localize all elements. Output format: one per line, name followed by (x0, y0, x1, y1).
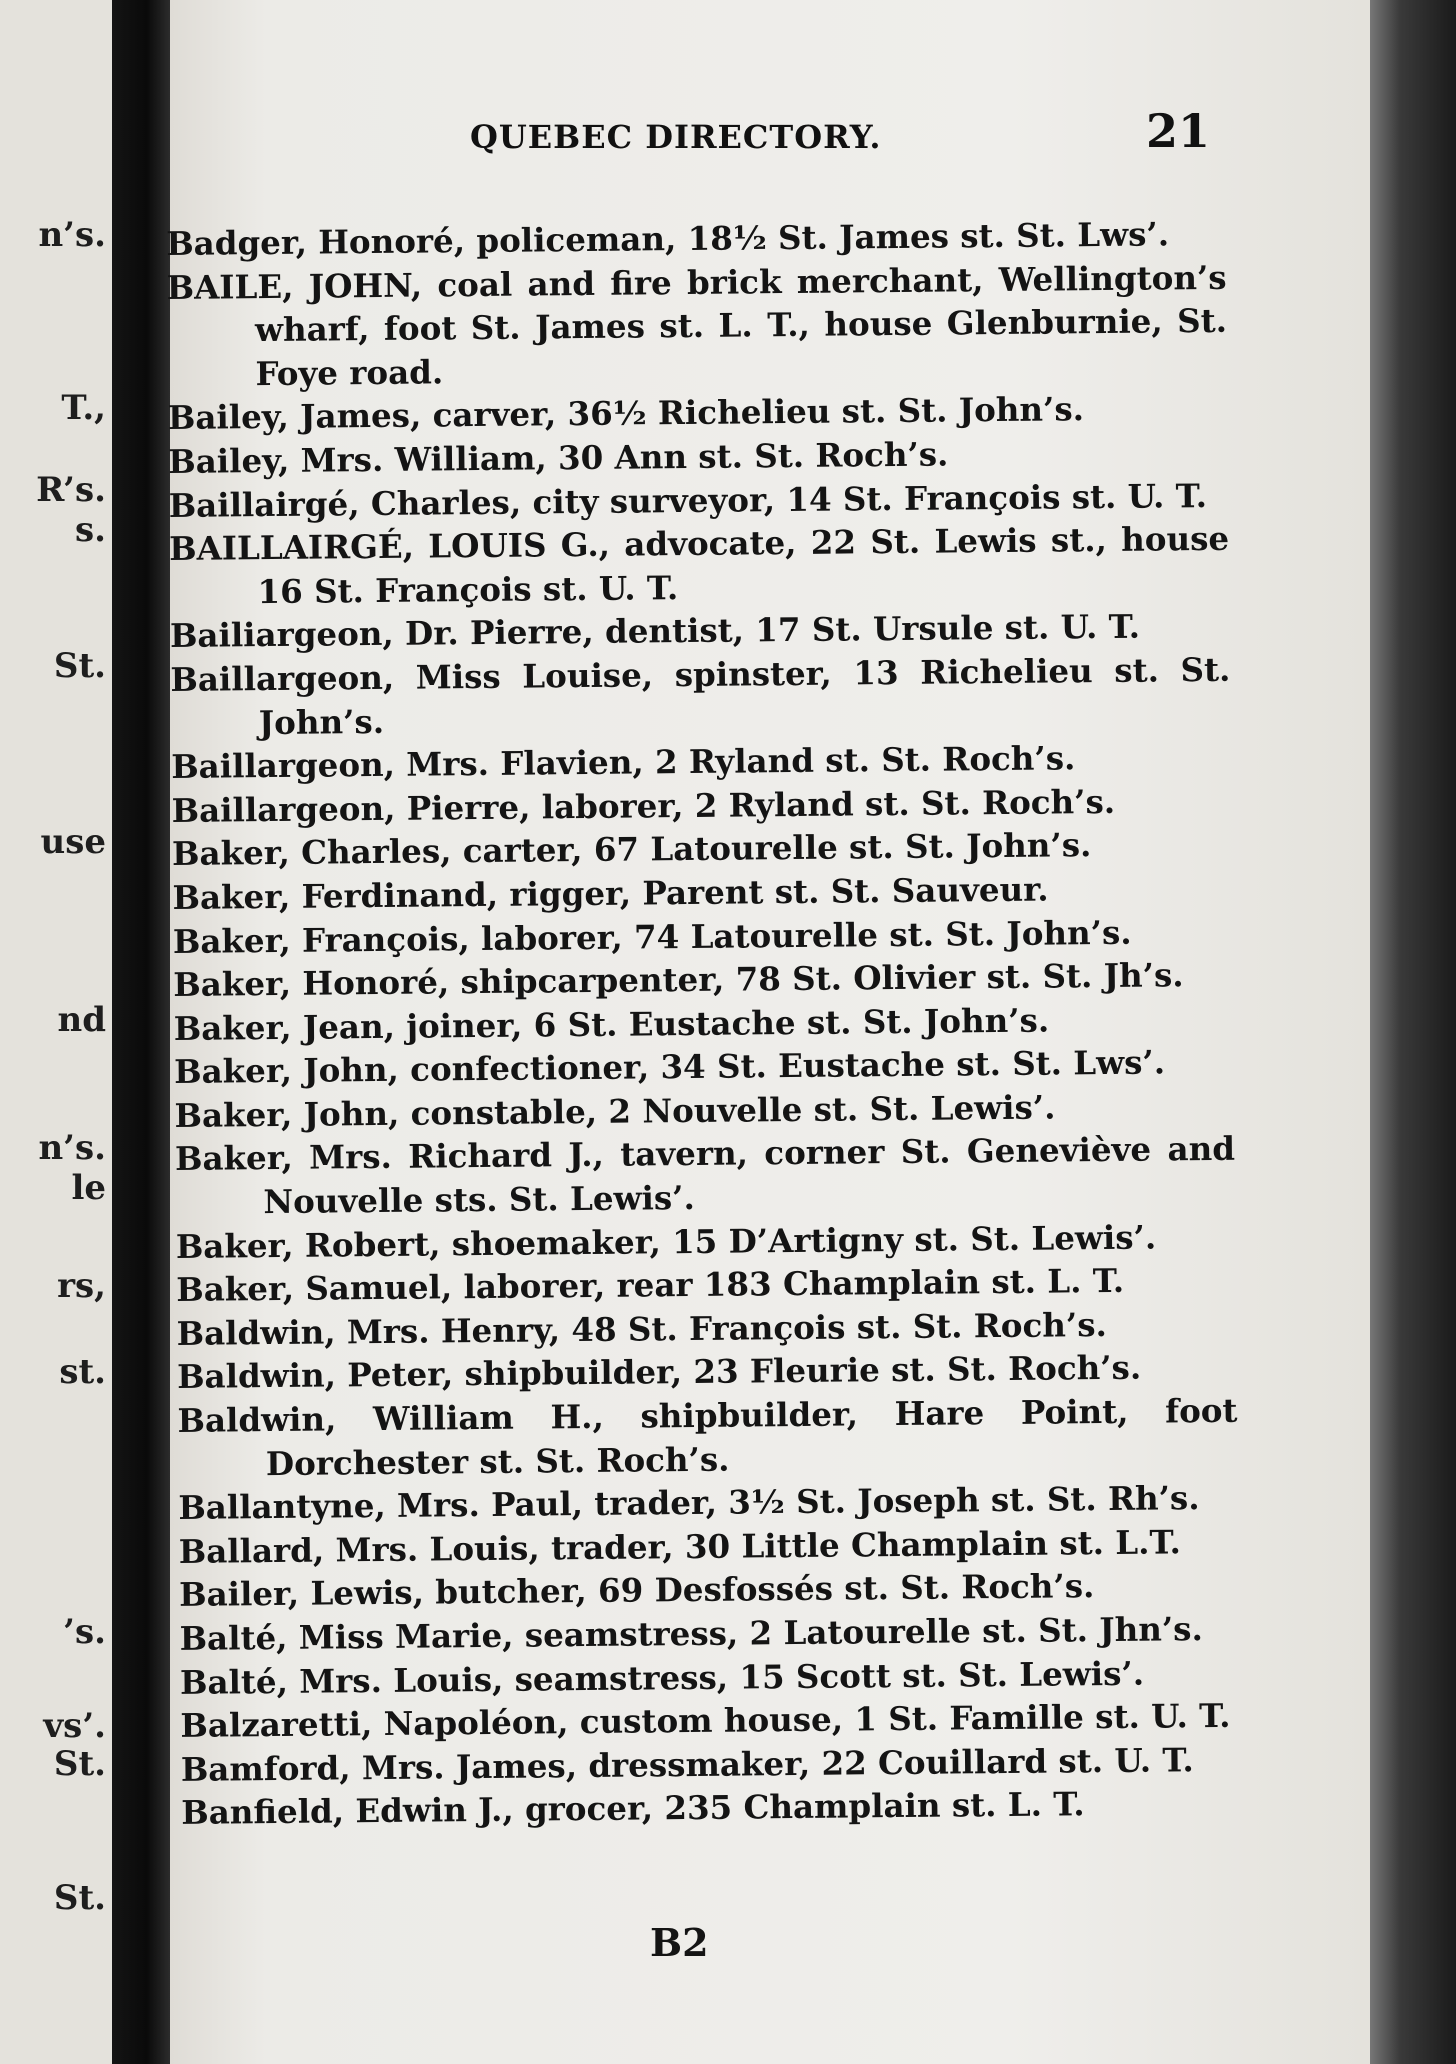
facing-page-fragment: st. (59, 1352, 106, 1392)
directory-entry: Ballantyne, Mrs. Paul, trader, 3½ St. Joseph st. St. Rh’s. (178, 1478, 1200, 1528)
facing-page-fragment: T., (61, 388, 106, 428)
directory-entry: Baker, Robert, shoemaker, 15 D’Artigny st. St. Lewis’. (175, 1217, 1157, 1266)
directory-entry: BAILLAIRGÉ, LOUIS G., advocate, 22 St. Lewis st., house 16 St. François st. U. T. (168, 518, 1230, 611)
facing-page-fragment: vs’. (43, 1706, 106, 1746)
directory-entry: Baldwin, William H., shipbuilder, Hare Point, foot Dorchester st. St. Roch’s. (177, 1390, 1238, 1483)
directory-entry: Baker, Jean, joiner, 6 St. Eustache st. St. John’s. (173, 1000, 1050, 1048)
facing-page-fragment: s. (75, 510, 106, 550)
facing-page-fragment: R’s. (36, 470, 106, 510)
running-header-title: QUEBEC DIRECTORY. (470, 118, 882, 156)
directory-entry: Balté, Miss Marie, seamstress, 2 Latourelle st. St. Jhn’s. (179, 1609, 1203, 1658)
directory-entry: Baillargeon, Pierre, laborer, 2 Ryland st. St. Roch’s. (171, 781, 1116, 830)
page-number: 21 (1146, 104, 1211, 158)
facing-page-edge (0, 0, 112, 2064)
facing-page-fragment: rs, (57, 1266, 106, 1306)
directory-entry: Baker, François, laborer, 74 Latourelle st. St. John’s. (172, 912, 1132, 961)
directory-entry: Bamford, Mrs. James, dressmaker, 22 Couillard st. U. T. (180, 1739, 1194, 1789)
facing-page-fragment: use (40, 822, 106, 862)
directory-entry: Bailey, Mrs. William, 30 Ann st. St. Roch’s. (168, 434, 949, 481)
facing-page-fragment: ’s. (63, 1612, 106, 1652)
facing-page-fragment: n’s. (38, 215, 106, 255)
facing-page-fragment: le (71, 1168, 106, 1208)
directory-entry: Baldwin, Peter, shipbuilder, 23 Fleurie st. St. Roch’s. (176, 1348, 1142, 1397)
directory-entry: Ballard, Mrs. Louis, trader, 30 Little Champlain st. L.T. (178, 1522, 1181, 1571)
facing-page-fragment: nd (57, 1000, 106, 1040)
directory-entry: Bailer, Lewis, butcher, 69 Desfossés st. St. Roch’s. (178, 1566, 1095, 1615)
directory-entry: Balzaretti, Napoléon, custom house, 1 St. Famille st. U. T. (180, 1696, 1231, 1746)
facing-page-fragment: St. (53, 1878, 106, 1918)
directory-entry: BAILE, JOHN, coal and fire brick merchant, Wellington’s wharf, foot St. James st. L. T., house Glenburnie, St. Foye road. (166, 257, 1228, 393)
directory-entry: Baillairgé, Charles, city surveyor, 14 St. François st. U. T. (168, 475, 1208, 525)
page-stack-edge (1370, 0, 1456, 2064)
directory-entry: Baker, Ferdinand, rigger, Parent st. St. Sauveur. (172, 869, 1049, 917)
directory-entry: Baker, Charles, carter, 67 Latourelle st. St. John’s. (171, 825, 1092, 874)
directory-entry: Baker, John, constable, 2 Nouvelle st. St. Lewis’. (174, 1087, 1056, 1135)
directory-entry: Baker, John, confectioner, 34 St. Eustache st. St. Lws’. (173, 1042, 1166, 1092)
directory-entries (166, 212, 1241, 1835)
directory-entry: Bailey, James, carver, 36½ Richelieu st. St. John’s. (167, 389, 1085, 438)
directory-entry: Banfield, Edwin J., grocer, 235 Champlain st. L. T. (181, 1784, 1085, 1833)
directory-entry: Baillargeon, Mrs. Flavien, 2 Ryland st. St. Roch’s. (171, 738, 1076, 787)
directory-entry: Baker, Honoré, shipcarpenter, 78 St. Olivier st. St. Jh’s. (173, 955, 1184, 1005)
book-gutter (112, 0, 170, 2064)
signature-mark: B2 (650, 1920, 709, 1965)
directory-entry: Baillargeon, Miss Louise, spinster, 13 Richelieu st. St. John’s. (170, 649, 1231, 742)
directory-entry: Bailiargeon, Dr. Pierre, dentist, 17 St. Ursule st. U. T. (169, 607, 1141, 656)
facing-page-fragment: St. (53, 1744, 106, 1784)
directory-entry: Badger, Honoré, policeman, 18½ St. James st. St. Lws’. (166, 214, 1170, 263)
directory-entry: Baldwin, Mrs. Henry, 48 St. François st. St. Roch’s. (176, 1304, 1108, 1353)
directory-entry: Baker, Mrs. Richard J., tavern, corner St. Geneviève and Nouvelle sts. St. Lewis’. (174, 1129, 1236, 1222)
directory-entry: Baker, Samuel, laborer, rear 183 Champlain st. L. T. (176, 1261, 1125, 1310)
facing-page-fragment: n’s. (38, 1128, 106, 1168)
directory-entry: Balté, Mrs. Louis, seamstress, 15 Scott st. St. Lewis’. (179, 1653, 1145, 1702)
facing-page-fragment: St. (53, 646, 106, 686)
